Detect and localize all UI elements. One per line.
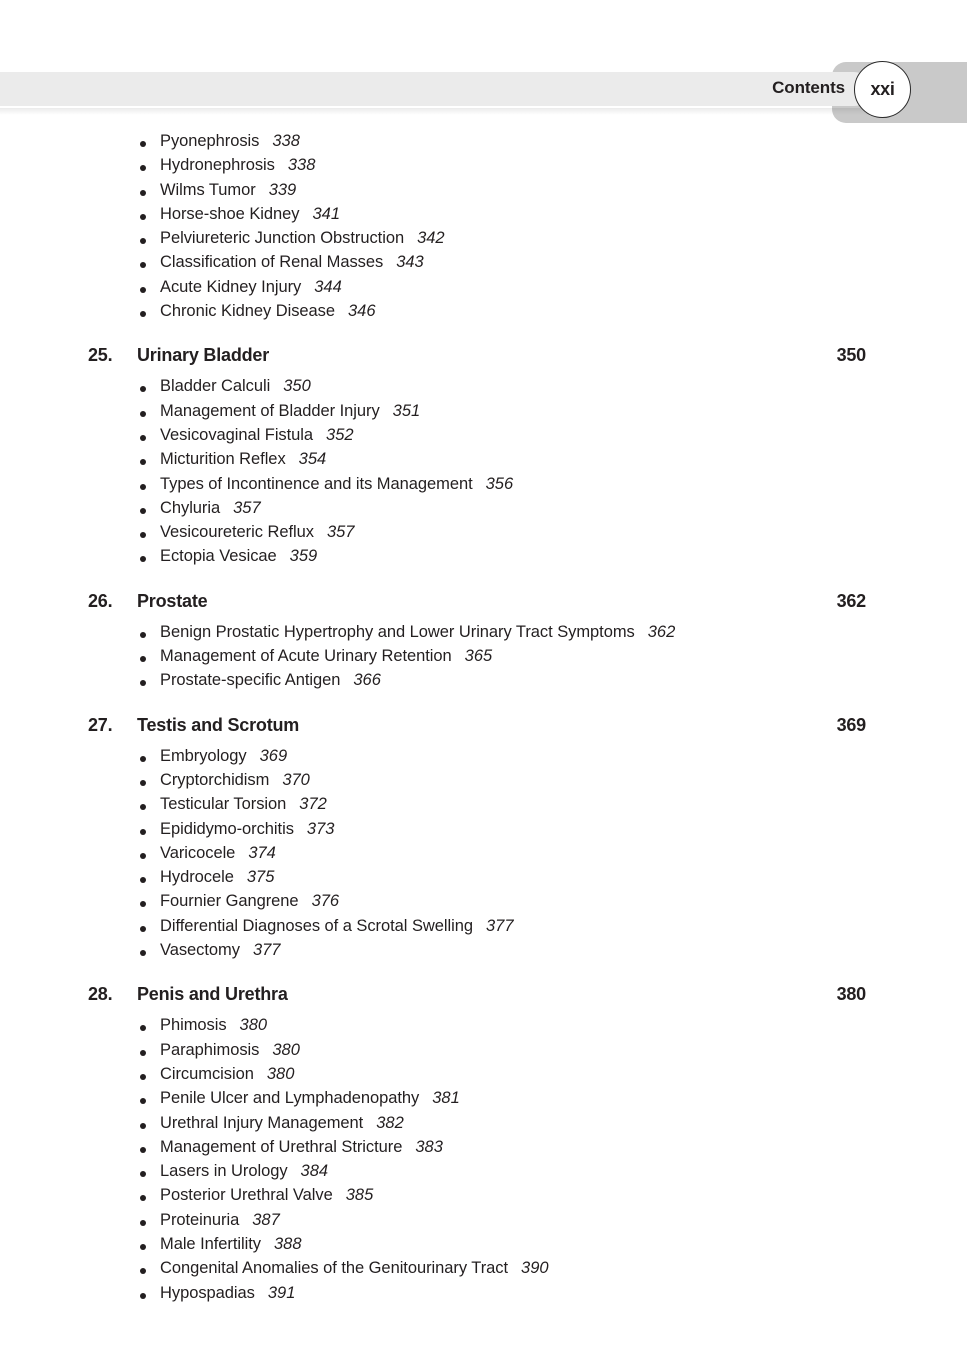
toc-entry-page: 383 (415, 1137, 443, 1156)
toc-entry-page: 377 (252, 941, 281, 960)
bullet-icon (140, 756, 146, 762)
bullet-icon (140, 386, 146, 392)
toc-entry-page: 357 (233, 498, 261, 517)
toc-entry-title: Varicocele (160, 843, 236, 862)
chapter-title: Testis and Scrotum (137, 714, 300, 735)
toc-entry-page: 388 (273, 1234, 302, 1253)
toc-chapters-container (0, 345, 967, 1308)
bullet-icon (140, 1098, 146, 1104)
toc-entry-title: Male Infertility (160, 1234, 261, 1253)
toc-entry-page: 374 (248, 843, 276, 862)
toc-entry-page: 341 (312, 204, 341, 223)
toc-entry-page: 390 (521, 1259, 549, 1278)
toc-entry[interactable] (0, 523, 967, 547)
bullet-icon (140, 926, 146, 932)
toc-chapter-group (0, 591, 967, 696)
chapter-entry-list (0, 377, 967, 571)
toc-entry[interactable] (0, 499, 967, 523)
bullet-icon (140, 190, 146, 196)
bullet-icon (140, 238, 146, 244)
toc-entry[interactable] (0, 795, 967, 819)
bullet-icon (140, 804, 146, 810)
bullet-icon (140, 656, 146, 662)
toc-entry[interactable] (0, 450, 967, 474)
toc-entry[interactable] (0, 1016, 967, 1040)
bullet-icon (140, 1195, 146, 1201)
bullet-icon (140, 532, 146, 538)
bullet-icon (140, 1025, 146, 1031)
toc-entry-page: 365 (464, 647, 493, 666)
toc-entry-page: 376 (311, 892, 340, 911)
toc-entry-page: 343 (396, 253, 424, 272)
toc-entry-page: 344 (314, 277, 342, 296)
toc-entry-page: 356 (485, 474, 514, 493)
toc-chapter-group (0, 345, 967, 571)
toc-entry-page: 366 (353, 671, 381, 690)
toc-entry-title: Epididymo-orchitis (160, 819, 294, 838)
toc-entry[interactable] (0, 771, 967, 795)
bullet-icon (140, 829, 146, 835)
toc-entry-title: Congenital Anomalies of the Genitourinary Tract (160, 1259, 509, 1278)
toc-entry[interactable] (0, 1138, 967, 1162)
toc-entry-title: Phimosis (160, 1016, 227, 1035)
bullet-icon (140, 1171, 146, 1177)
chapter-page-number: 380 (836, 984, 866, 1005)
toc-entry[interactable] (0, 747, 967, 771)
running-header (0, 0, 967, 132)
toc-entry[interactable] (0, 1065, 967, 1089)
toc-entry-page: 351 (392, 401, 421, 420)
toc-entry-title: Embryology (160, 746, 247, 765)
toc-entry-page: 362 (647, 622, 676, 641)
chapter-page-number: 350 (836, 345, 866, 366)
page-number-badge: xxi (854, 61, 911, 118)
toc-entry[interactable] (0, 547, 967, 571)
toc-entry-title: Benign Prostatic Hypertrophy and Lower Urinary Tract Symptoms (160, 622, 635, 641)
toc-entry-page: 391 (267, 1283, 296, 1302)
chapter-heading[interactable] (0, 345, 967, 375)
toc-entry-title: Management of Urethral Stricture (160, 1137, 403, 1156)
toc-entry-page: 369 (259, 746, 288, 765)
toc-entry-title: Fournier Gangrene (160, 892, 299, 911)
chapter-entry-list (0, 747, 967, 966)
bullet-icon (140, 1293, 146, 1299)
bullet-icon (140, 1050, 146, 1056)
bullet-icon (140, 780, 146, 786)
toc-entry[interactable] (0, 1041, 967, 1065)
bullet-icon (140, 214, 146, 220)
toc-entry[interactable] (0, 205, 967, 229)
toc-entry[interactable] (0, 156, 967, 180)
toc-entry[interactable] (0, 475, 967, 499)
toc-entry-title: Pelviureteric Junction Obstruction (160, 229, 405, 248)
toc-entry-page: 357 (326, 523, 355, 542)
toc-entry[interactable] (0, 1186, 967, 1210)
chapter-number: 27. (88, 714, 113, 735)
bullet-icon (140, 459, 146, 465)
chapter-heading[interactable] (0, 591, 967, 621)
toc-entry-page: 352 (326, 425, 354, 444)
toc-entry[interactable] (0, 820, 967, 844)
toc-entry-title: Vesicoureteric Reflux (160, 523, 314, 542)
toc-entry-title: Types of Incontinence and its Management (160, 474, 473, 493)
chapter-title: Urinary Bladder (137, 345, 270, 366)
toc-chapter-group (0, 984, 967, 1308)
bullet-icon (140, 435, 146, 441)
toc-entry-title: Hypospadias (160, 1283, 255, 1302)
toc-entry[interactable] (0, 941, 967, 965)
bullet-icon (140, 877, 146, 883)
toc-entry-title: Management of Bladder Injury (160, 401, 380, 420)
toc-continued-group (0, 132, 967, 326)
toc-entry[interactable] (0, 1235, 967, 1259)
toc-entry-page: 380 (272, 1040, 300, 1059)
toc-entry[interactable] (0, 253, 967, 277)
toc-entry[interactable] (0, 181, 967, 205)
toc-entry-page: 339 (268, 180, 297, 199)
header-title: Contents (772, 78, 845, 97)
bullet-icon (140, 632, 146, 638)
toc-entry-title: Classification of Renal Masses (160, 253, 384, 272)
toc-continued-list (0, 132, 967, 326)
toc-entry-title: Hydronephrosis (160, 156, 275, 175)
toc-entry[interactable] (0, 377, 967, 401)
bullet-icon (140, 411, 146, 417)
toc-entry-title: Micturition Reflex (160, 450, 286, 469)
bullet-icon (140, 556, 146, 562)
toc-entry[interactable] (0, 868, 967, 892)
bullet-icon (140, 901, 146, 907)
bullet-icon (140, 141, 146, 147)
bullet-icon (140, 1147, 146, 1153)
chapter-page-number: 369 (836, 714, 866, 735)
toc-entry-page: 377 (486, 916, 514, 935)
toc-entry-title: Differential Diagnoses of a Scrotal Swelling (160, 916, 473, 935)
toc-entry-title: Proteinuria (160, 1210, 240, 1229)
toc-entry[interactable] (0, 132, 967, 156)
chapter-entry-list (0, 623, 967, 696)
chapter-title: Penis and Urethra (137, 984, 288, 1005)
toc-entry-title: Wilms Tumor (160, 180, 256, 199)
toc-entry[interactable] (0, 892, 967, 916)
toc-entry-page: 375 (246, 868, 275, 887)
toc-entry[interactable] (0, 647, 967, 671)
toc-entry[interactable] (0, 844, 967, 868)
toc-entry-title: Circumcision (160, 1064, 254, 1083)
toc-entry-title: Cryptorchidism (160, 770, 270, 789)
toc-entry-page: 373 (306, 819, 335, 838)
toc-entry-title: Ectopia Vesicae (160, 547, 277, 566)
bullet-icon (140, 1123, 146, 1129)
toc-entry-page: 381 (432, 1089, 460, 1108)
toc-entry-page: 380 (239, 1016, 268, 1035)
toc-entry-title: Testicular Torsion (160, 795, 287, 814)
bullet-icon (140, 1268, 146, 1274)
bullet-icon (140, 262, 146, 268)
toc-entry[interactable] (0, 426, 967, 450)
toc-chapter-group (0, 715, 967, 966)
toc-entry[interactable] (0, 1162, 967, 1186)
bullet-icon (140, 287, 146, 293)
toc-entry-page: 384 (300, 1162, 329, 1181)
toc-entry-title: Horse-shoe Kidney (160, 204, 300, 223)
toc-entry-title: Chyluria (160, 498, 221, 517)
bullet-icon (140, 484, 146, 490)
toc-entry-title: Posterior Urethral Valve (160, 1186, 333, 1205)
toc-entry-title: Lasers in Urology (160, 1162, 288, 1181)
toc-entry[interactable] (0, 671, 967, 695)
toc-entry[interactable] (0, 1284, 967, 1308)
toc-entry-title: Penile Ulcer and Lymphadenopathy (160, 1089, 420, 1108)
toc-entry-title: Pyonephrosis (160, 132, 260, 150)
bullet-icon (140, 1220, 146, 1226)
toc-entry[interactable] (0, 402, 967, 426)
toc-entry-title: Chronic Kidney Disease (160, 302, 335, 321)
toc-entry-page: 370 (282, 770, 310, 789)
toc-entry-title: Hydrocele (160, 868, 234, 887)
toc-entry-page: 350 (283, 377, 311, 396)
chapter-number: 25. (88, 345, 113, 366)
chapter-title: Prostate (137, 590, 208, 611)
toc-entry-title: Prostate-specific Antigen (160, 671, 341, 690)
bullet-icon (140, 853, 146, 859)
toc-entry-page: 346 (348, 302, 376, 321)
bullet-icon (140, 311, 146, 317)
toc-entry-title: Vesicovaginal Fistula (160, 425, 314, 444)
toc-entry[interactable] (0, 1089, 967, 1113)
chapter-page-number: 362 (836, 590, 866, 611)
bullet-icon (140, 680, 146, 686)
bullet-icon (140, 1074, 146, 1080)
toc-entry[interactable] (0, 302, 967, 326)
toc-entry-title: Bladder Calculi (160, 377, 271, 396)
toc-entry-page: 354 (298, 450, 327, 469)
toc-entry[interactable] (0, 278, 967, 302)
toc-entry-page: 338 (272, 132, 300, 150)
toc-entry[interactable] (0, 229, 967, 253)
bullet-icon (140, 508, 146, 514)
toc-entry[interactable] (0, 1114, 967, 1138)
toc-content (0, 132, 967, 1308)
chapter-entry-list (0, 1016, 967, 1308)
toc-entry-title: Management of Acute Urinary Retention (160, 647, 452, 666)
toc-entry[interactable] (0, 1259, 967, 1283)
chapter-heading[interactable] (0, 715, 967, 745)
header-bar-shadow (0, 108, 880, 115)
toc-entry-page: 359 (289, 547, 318, 566)
chapter-number: 26. (88, 590, 113, 611)
bullet-icon (140, 165, 146, 171)
bullet-icon (140, 1244, 146, 1250)
toc-entry-page: 338 (287, 156, 316, 175)
chapter-number: 28. (88, 984, 113, 1005)
toc-entry-page: 382 (376, 1113, 404, 1132)
toc-entry[interactable] (0, 917, 967, 941)
bullet-icon (140, 950, 146, 956)
toc-entry-title: Vasectomy (160, 941, 240, 960)
toc-entry-title: Acute Kidney Injury (160, 277, 302, 296)
toc-entry[interactable] (0, 623, 967, 647)
toc-entry-page: 342 (417, 229, 445, 248)
toc-entry-page: 385 (345, 1186, 374, 1205)
toc-entry-title: Urethral Injury Management (160, 1113, 364, 1132)
chapter-heading[interactable] (0, 984, 967, 1014)
toc-entry-page: 387 (252, 1210, 280, 1229)
toc-entry-page: 372 (299, 795, 327, 814)
toc-entry[interactable] (0, 1211, 967, 1235)
toc-entry-page: 380 (266, 1064, 295, 1083)
toc-entry-title: Paraphimosis (160, 1040, 260, 1059)
